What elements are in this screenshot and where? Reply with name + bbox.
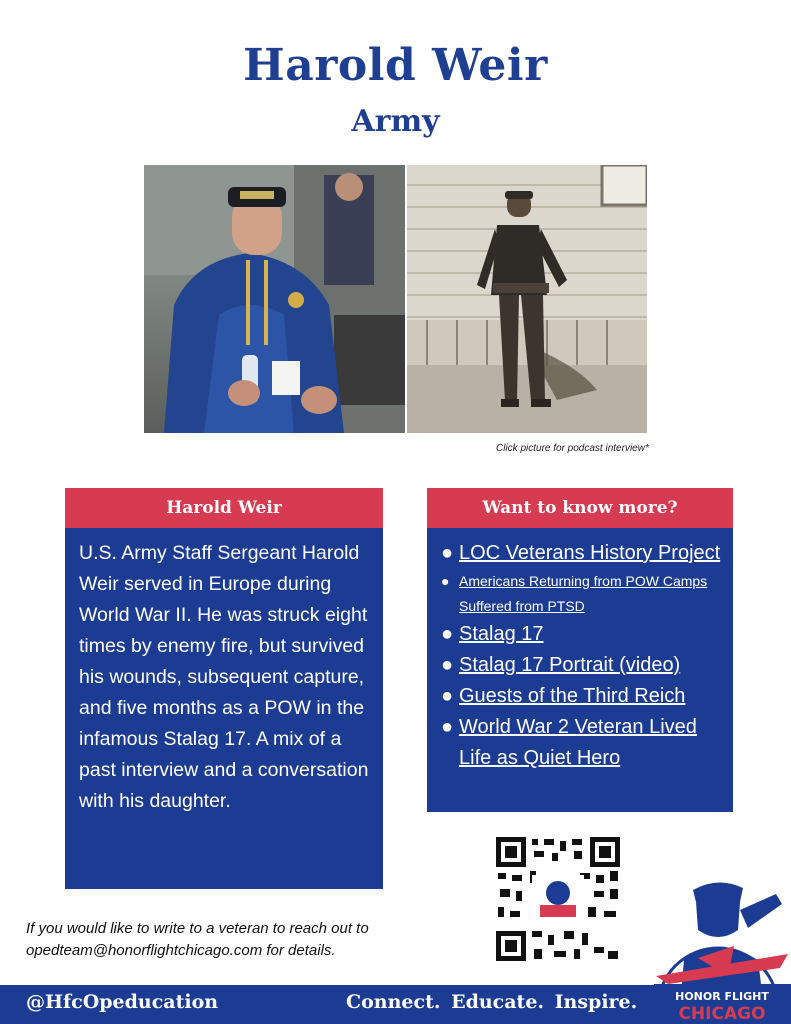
honor-flight-logo: [648, 876, 791, 1024]
qr-code[interactable]: [494, 835, 622, 963]
veteran-wartime-photo[interactable]: [407, 165, 647, 433]
bio-panel: [65, 488, 383, 889]
bullet-icon: ●: [441, 654, 454, 676]
link-pow-ptsd-article[interactable]: Americans Returning from POW Camps Suffered from PTSD: [459, 573, 708, 614]
bullet-icon: ●: [441, 716, 454, 738]
saluting-soldier-icon: [648, 876, 791, 1024]
resource-links-list: [427, 528, 733, 774]
list-item: [441, 619, 723, 650]
list-item: [441, 538, 723, 569]
list-item: [441, 681, 723, 712]
list-item: [441, 712, 723, 774]
link-loc-veterans-history[interactable]: LOC Veterans History Project: [459, 542, 721, 564]
bio-heading: Harold Weir: [65, 488, 383, 528]
photo-caption: Click picture for podcast interview*: [496, 443, 649, 454]
footer-tagline: Connect. Educate. Inspire.: [346, 991, 638, 1013]
veteran-recent-photo[interactable]: [144, 165, 405, 433]
bio-text: U.S. Army Staff Sergeant Harold Weir served in Europe during World War II. He was struck eight times by enemy fire, but survived his wounds, subsequent capture, and five months as a POW in the infamous Stalag 17. A mix of a past interview and a conversation with his daughter.: [79, 542, 369, 812]
resources-panel: [427, 488, 733, 812]
link-quiet-hero-article[interactable]: World War 2 Veteran Lived Life as Quiet Hero: [459, 716, 697, 769]
link-stalag-17[interactable]: Stalag 17: [459, 623, 544, 645]
list-item: [441, 569, 723, 619]
bullet-icon: ●: [441, 685, 454, 707]
photo-gallery: [144, 165, 647, 433]
veteran-wartime-illustration: [407, 165, 647, 433]
page-title: Harold Weir: [243, 40, 548, 91]
social-handle[interactable]: @HfcOpeducation: [26, 991, 219, 1013]
branch-subtitle: Army: [351, 104, 440, 139]
bullet-icon: ●: [441, 573, 450, 589]
resources-heading: Want to know more?: [427, 488, 733, 528]
link-guests-third-reich[interactable]: Guests of the Third Reich: [459, 685, 686, 707]
bullet-icon: ●: [441, 542, 454, 564]
link-stalag-17-video[interactable]: Stalag 17 Portrait (video): [459, 654, 681, 676]
logo-line2: CHICAGO: [678, 1004, 766, 1024]
logo-line1: HONOR FLIGHT: [675, 990, 769, 1003]
contact-note: If you would like to write to a veteran to reach out to opedteam@honorflightchicago.com for details.: [26, 920, 369, 959]
list-item: [441, 650, 723, 681]
qr-code-graphic: [494, 835, 622, 963]
bullet-icon: ●: [441, 623, 454, 645]
veteran-recent-illustration: [144, 165, 405, 433]
